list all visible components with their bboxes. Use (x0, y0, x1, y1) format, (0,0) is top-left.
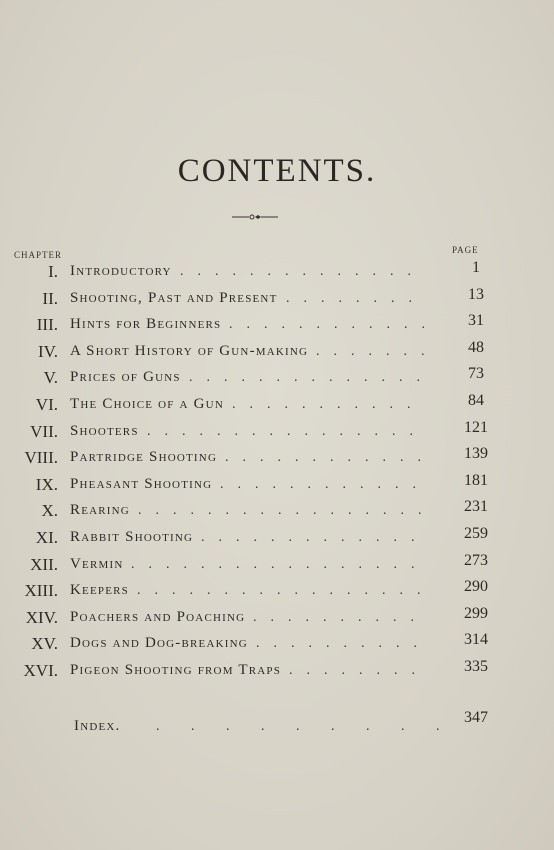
leader-dots: ................ (147, 423, 427, 439)
toc-row (0, 551, 554, 581)
chapter-page: 299 (464, 604, 488, 622)
chapter-number: VIII. (24, 448, 58, 468)
chapter-page: 121 (464, 418, 488, 436)
chapter-number: V. (43, 368, 58, 388)
leader-dots: ............ (225, 450, 435, 466)
chapter-title: Vermin (70, 555, 124, 572)
leader-dots: .............. (189, 370, 434, 386)
chapter-number: X. (41, 501, 58, 521)
chapter-page: 231 (464, 498, 488, 516)
leader-dots: ................. (131, 556, 429, 572)
toc-row (0, 365, 554, 394)
chapter-title: Poachers and Poaching (70, 608, 246, 625)
chapter-page: 335 (464, 658, 488, 675)
chapter-title: Rearing (70, 502, 130, 519)
chapter-title: Prices of Guns (70, 369, 181, 386)
chapter-number: XV. (31, 634, 58, 654)
leader-dots: .............. (180, 264, 425, 279)
chapter-title: Introductory (70, 263, 172, 279)
chapter-number: XI. (35, 528, 58, 547)
leader-dots: ........... (232, 397, 425, 412)
chapter-title: Keepers (70, 582, 129, 599)
leader-dots: ................. (138, 503, 436, 519)
leader-dots: ........ (289, 663, 429, 678)
toc-row (0, 604, 554, 634)
chapter-title: Partridge Shooting (70, 449, 218, 466)
chapter-number: VI. (35, 395, 58, 414)
chapter-number: IV. (38, 341, 58, 361)
chapter-title: Pheasant Shooting (70, 475, 213, 492)
chapter-page: 1 (472, 259, 480, 276)
chapter-title: Dogs and Dog-breaking (70, 635, 248, 652)
leader-dots: ................. (137, 583, 435, 599)
toc-row (0, 498, 554, 527)
chapter-title: Hints for Beginners (70, 316, 222, 333)
index-page: 347 (464, 709, 488, 726)
index-entry (0, 709, 554, 743)
chapter-page: 181 (464, 471, 488, 489)
index-title: Index. (74, 718, 121, 734)
toc-row (0, 338, 554, 368)
chapter-page: 273 (464, 551, 488, 569)
chapter-title: Shooters (70, 422, 139, 439)
chapter-page: 48 (468, 338, 484, 356)
chapter-number: II. (42, 288, 58, 308)
toc-row (0, 658, 554, 687)
toc-row (0, 418, 554, 448)
leader-dots: ............ (229, 317, 439, 333)
toc-row (0, 525, 554, 554)
toc-row (0, 312, 554, 341)
chapter-number: I. (48, 262, 58, 281)
toc-row (0, 578, 554, 607)
chapter-page: 31 (468, 312, 484, 330)
chapter-number: XII. (30, 554, 58, 574)
chapter-page: 290 (464, 578, 488, 596)
chapter-title: The Choice of a Gun (70, 396, 224, 412)
leader-dots: ............. (201, 530, 429, 545)
chapter-number: XVI. (23, 661, 58, 680)
leader-dots: . . . . . . . . . (156, 719, 454, 734)
chapter-number: XIII. (24, 581, 58, 601)
contents-heading: CONTENTS. (177, 153, 377, 189)
toc-row (0, 445, 554, 474)
chapter-number: IX. (35, 474, 58, 494)
leader-dots: .......... (256, 636, 431, 652)
chapter-page: 73 (468, 365, 484, 383)
chapter-number: III. (36, 315, 58, 335)
toc-row (0, 471, 554, 501)
chapter-title: Shooting, Past and Present (70, 289, 278, 306)
chapter-page: 314 (464, 631, 488, 649)
toc-row (0, 285, 554, 315)
toc-row (0, 259, 554, 288)
toc-row (0, 631, 554, 660)
chapter-title: A Short History of Gun-making (70, 342, 309, 359)
leader-dots: ............ (220, 476, 430, 492)
toc-row (0, 392, 554, 421)
ornament-divider (232, 212, 278, 222)
chapter-page: 84 (468, 392, 484, 409)
chapter-title: Rabbit Shooting (70, 529, 194, 545)
chapter-page: 13 (468, 285, 484, 303)
chapter-column-header: CHAPTER (14, 250, 63, 260)
leader-dots: .......... (253, 609, 428, 625)
chapter-page: 139 (464, 445, 488, 463)
page-column-header: PAGE (452, 245, 479, 255)
leader-dots: ........ (286, 290, 426, 306)
chapter-page: 259 (464, 525, 488, 542)
chapter-number: XIV. (25, 607, 58, 627)
chapter-title: Pigeon Shooting from Traps (70, 662, 282, 678)
leader-dots: ....... (316, 343, 439, 359)
chapter-number: VII. (30, 421, 58, 441)
